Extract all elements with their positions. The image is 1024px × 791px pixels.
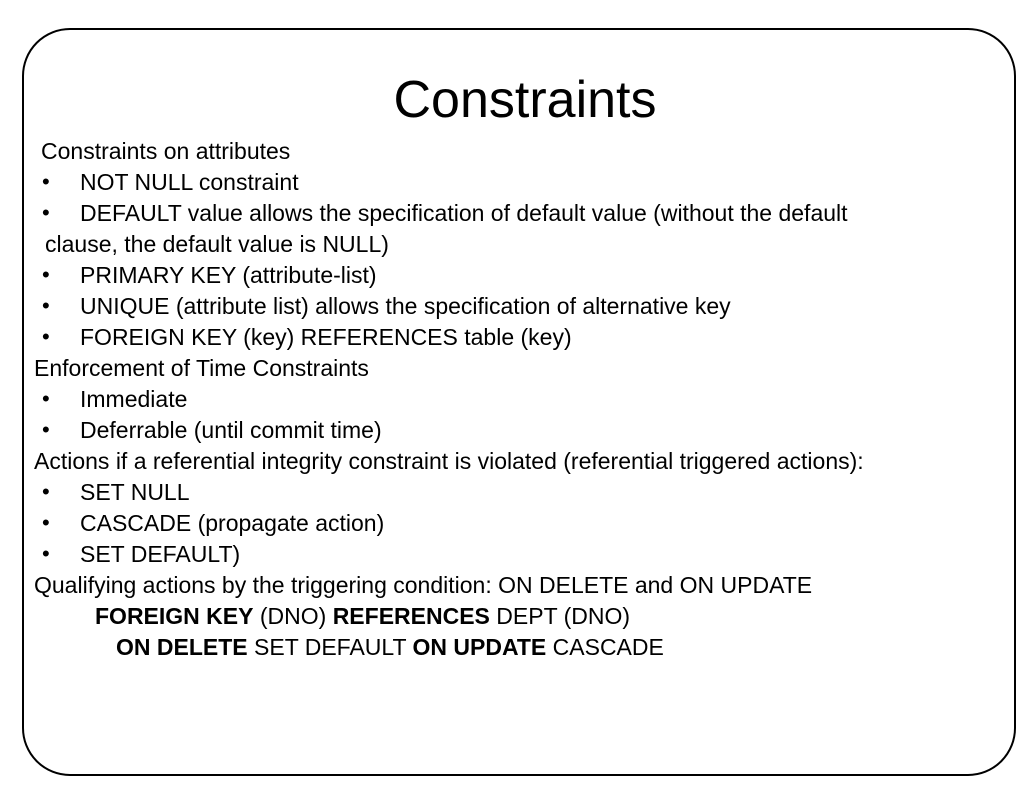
list-item: SET NULL (80, 479, 190, 505)
keyword-on-update: ON UPDATE (412, 634, 547, 660)
qualifying-text: Qualifying actions by the triggering condition: ON DELETE and ON UPDATE (34, 572, 813, 598)
bullet-icon: • (42, 324, 50, 349)
bullet-icon: • (42, 417, 50, 442)
keyword-on-delete: ON DELETE (116, 634, 248, 660)
keyword-foreign-key: FOREIGN KEY (95, 603, 254, 629)
list-item: Immediate (80, 386, 188, 412)
example-line-2 (116, 633, 664, 661)
attributes-heading: Constraints on attributes (41, 138, 291, 164)
example-cascade-text: CASCADE (546, 634, 664, 660)
bullet-icon: • (42, 479, 50, 504)
bullet-icon: • (42, 510, 50, 535)
example-line-1 (95, 602, 630, 630)
list-item: PRIMARY KEY (attribute-list) (80, 262, 377, 288)
list-item: Deferrable (until commit time) (80, 417, 382, 443)
bullet-icon: • (42, 200, 50, 225)
actions-heading: Actions if a referential integrity constraint is violated (referential triggered actions): (34, 448, 864, 474)
keyword-references: REFERENCES (332, 603, 490, 629)
bullet-icon: • (42, 386, 50, 411)
list-item: SET DEFAULT) (80, 541, 241, 567)
slide-title: Constraints (393, 71, 657, 129)
list-item: NOT NULL constraint (80, 169, 299, 195)
bullet-icon: • (42, 262, 50, 287)
list-item: FOREIGN KEY (key) REFERENCES table (key) (80, 324, 572, 350)
example-set-default-text: SET DEFAULT (247, 634, 413, 660)
bullet-icon: • (42, 293, 50, 318)
bullet-icon: • (42, 541, 50, 566)
list-item: CASCADE (propagate action) (80, 510, 385, 536)
list-item-continuation: clause, the default value is NULL) (45, 231, 389, 257)
example-dept-text: DEPT (DNO) (489, 603, 631, 629)
list-item: UNIQUE (attribute list) allows the specification of alternative key (80, 293, 731, 319)
example-dno-text: (DNO) (253, 603, 333, 629)
time-heading: Enforcement of Time Constraints (34, 355, 369, 381)
bullet-icon: • (42, 169, 50, 194)
list-item: DEFAULT value allows the specification of default value (without the default (80, 200, 848, 226)
